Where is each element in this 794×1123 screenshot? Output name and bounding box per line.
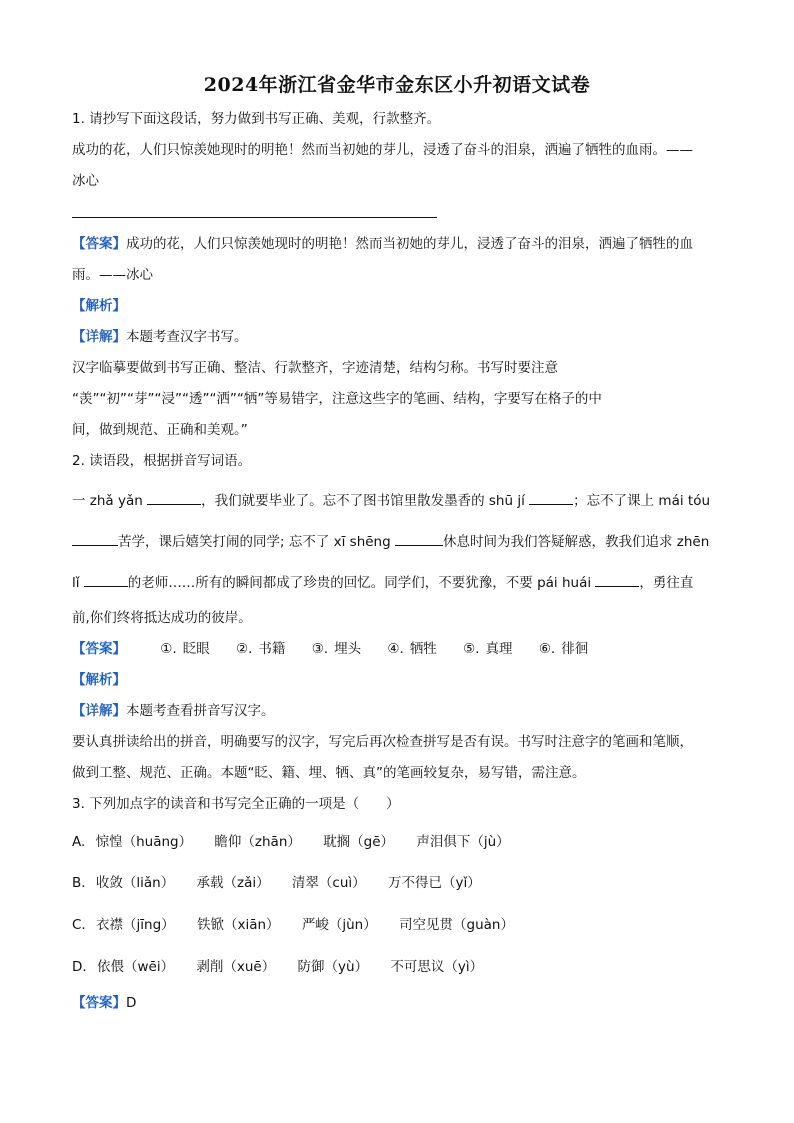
- fill-blank[interactable]: [84, 572, 128, 587]
- q2-text: 的老师……所有的瞬间都成了珍贵的回忆。同学们，不要犹豫，不要 pái huái: [127, 575, 596, 591]
- q1-passage-line: 冰心: [72, 173, 99, 189]
- q1-detail-text: 本题考查汉字书写。: [126, 329, 248, 345]
- q2-paragraph-line: 前,你们终将抵达成功的彼岸。: [72, 610, 252, 626]
- q3-answer: D: [126, 995, 137, 1011]
- q1-answer-text: 成功的花，人们只惊羡她现时的明艳！然而当初她的芽儿，浸透了奋斗的泪泉，洒遍了牺牲的血: [126, 236, 693, 252]
- q1-explain-line: 汉字临摹要做到书写正确、整洁、行款整齐，字迹清楚，结构匀称。书写时要注意: [72, 360, 558, 376]
- page-title: 2024年浙江省金华市金东区小升初语文试卷: [203, 74, 591, 96]
- q1-explain-line: “羡”“初”“芽”“浸”“透”“洒”“牺”等易错字，注意这些字的笔画、结构，字要写在格子的中: [72, 391, 602, 407]
- answer-item: ④. 牺牲: [387, 641, 437, 657]
- answer-item: ②. 书籍: [236, 641, 286, 657]
- fill-blank[interactable]: [595, 572, 639, 587]
- answer-tag: 【答案】: [72, 641, 126, 657]
- q3-prompt: 3. 下列加点字的读音和书写完全正确的一项是（ ）: [72, 796, 400, 812]
- q2-answer-line: [72, 640, 610, 658]
- q2-detail-line: [72, 702, 275, 720]
- detail-tag: 【详解】: [72, 329, 126, 345]
- q2-paragraph-line: [72, 572, 693, 592]
- fill-blank[interactable]: [395, 531, 443, 546]
- q2-text: 苦学，课后嬉笑打闹的同学; 忘不了 xī shēng: [118, 534, 395, 550]
- detail-tag: 【详解】: [72, 703, 126, 719]
- fill-blank[interactable]: [529, 490, 573, 505]
- q2-text: lǐ: [72, 575, 84, 591]
- analysis-tag: 【解析】: [72, 672, 126, 688]
- q3-option-d[interactable]: D. 依偎（wēi） 剥削（xuē） 防御（yù） 不可思议（yì）: [72, 959, 484, 975]
- q1-answer-line: [72, 235, 693, 253]
- q2-paragraph-line: [72, 490, 710, 510]
- answer-tag: 【答案】: [72, 995, 126, 1011]
- q3-answer-line: [72, 994, 136, 1012]
- q1-passage-line: 成功的花，人们只惊羡她现时的明艳！然而当初她的芽儿，浸透了奋斗的泪泉，洒遍了牺牲的血雨。——: [72, 142, 693, 158]
- q1-explain-line: 间，做到规范、正确和美观。”: [72, 422, 248, 438]
- q1-answer-line: 雨。——冰心: [72, 267, 153, 283]
- q2-explain-line: 做到工整、规范、正确。本题“眨、籍、埋、牺、真”的笔画较复杂，易写错，需注意。: [72, 765, 586, 781]
- q2-text: 一 zhǎ yǎn: [72, 493, 148, 509]
- q2-text: 休息时间为我们答疑解惑，教我们追求 zhēn: [442, 534, 710, 550]
- q3-option-b[interactable]: B. 收敛（liǎn） 承载（zǎi） 清翠（cuì） 万不得已（yǐ）: [72, 875, 481, 891]
- q2-prompt: 2. 读语段，根据拼音写词语。: [72, 453, 252, 469]
- fill-blank[interactable]: [72, 531, 118, 546]
- q2-detail-text: 本题考查看拼音写汉字。: [126, 703, 275, 719]
- answer-item: ⑥. 徘徊: [538, 641, 589, 657]
- fill-blank[interactable]: [147, 490, 201, 505]
- answer-item: ①. 眨眼: [160, 641, 210, 657]
- q2-text: ，我们就要毕业了。忘不了图书馆里散发墨香的 shū jí: [201, 493, 530, 509]
- q2-text: ；忘不了课上 mái tóu: [573, 493, 711, 509]
- answer-item: ③. 埋头: [311, 641, 362, 657]
- q3-option-a[interactable]: A. 惊惶（huāng） 瞻仰（zhān） 耽搁（gē） 声泪俱下（jù）: [72, 834, 510, 850]
- q2-paragraph-line: [72, 531, 709, 551]
- q3-option-c[interactable]: C. 衣襟（jīng） 铁锨（xiān） 严峻（jùn） 司空见贯（guàn）: [72, 917, 514, 933]
- answer-tag: 【答案】: [72, 236, 126, 252]
- answer-item: ⑤. 真理: [463, 641, 513, 657]
- q2-text: ，勇往直: [639, 575, 694, 591]
- q1-detail-line: [72, 328, 248, 346]
- q1-prompt: 1. 请抄写下面这段话，努力做到书写正确、美观，行款整齐。: [72, 111, 441, 127]
- q1-writing-line: [72, 217, 437, 218]
- q2-explain-line: 要认真拼读给出的拼音，明确要写的汉字，写完后再次检查拼写是否有误。书写时注意字的笔画和笔顺，: [72, 734, 693, 750]
- analysis-tag: 【解析】: [72, 298, 126, 314]
